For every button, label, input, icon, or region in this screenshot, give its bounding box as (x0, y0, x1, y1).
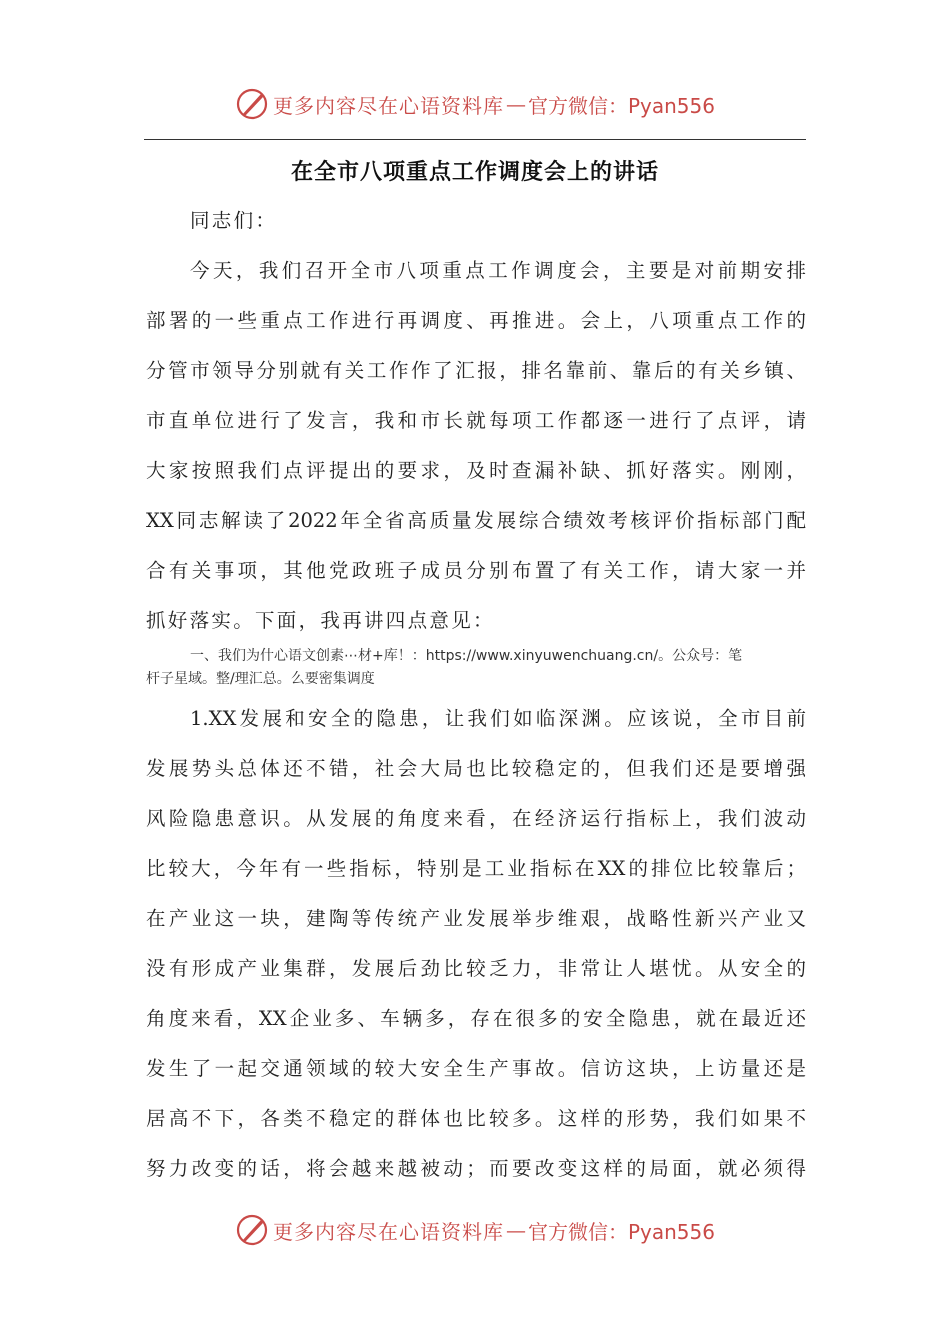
page-title: 在全市八项重点工作调度会上的讲话 (290, 160, 659, 185)
para1-line: 抓好落实。下面，我再讲四点意见： (146, 609, 495, 632)
watermark-line: 杆子星域。整/理汇总。么要密集调度 (146, 671, 375, 687)
quill-logo-icon (235, 87, 269, 121)
para2-line: 没有形成产业集群，发展后劲比较乏力，非常让人堪忧。从安全的 (146, 957, 806, 980)
para2-line: 居高不下，各类不稳定的群体也比较多。这样的形势，我们如果不 (146, 1107, 806, 1130)
footer-banner (0, 1210, 950, 1250)
watermark-line: 一、我们为什心语文创素⋯材+库！：https://www.xinyuwenchuang.cn/。公众号：笔 (190, 648, 743, 664)
header-rule (144, 139, 806, 140)
para1-line: 市直单位进行了发言，我和市长就每项工作都逐一进行了点评，请 (146, 409, 806, 432)
para2-line: 1.XX发展和安全的隐患，让我们如临深渊。应该说，全市目前 (190, 707, 806, 730)
banner-text: 更多内容尽在心语资料库 (272, 93, 504, 118)
para1-line: 大家按照我们点评提出的要求，及时查漏补缺、抓好落实。刚刚， (146, 459, 806, 482)
para2-line: 角度来看，XX企业多、车辆多，存在很多的安全隐患，就在最近还 (146, 1007, 806, 1030)
para2-line: 发生了一起交通领域的较大安全生产事故。信访这块，上访量还是 (146, 1057, 806, 1080)
banner-wechat: 官方微信：Pyan556 (527, 1219, 715, 1244)
para2-line: 风险隐患意识。从发展的角度来看，在经济运行指标上，我们波动 (146, 807, 806, 830)
header-banner (0, 84, 950, 124)
banner-dash: — (505, 1218, 526, 1242)
banner-wechat: 官方微信：Pyan556 (527, 93, 715, 118)
para1-line: 分管市领导分别就有关工作作了汇报，排名靠前、靠后的有关乡镇、 (146, 359, 806, 382)
banner-dash: — (505, 92, 526, 116)
para2-line: 在产业这一块，建陶等传统产业发展举步维艰，战略性新兴产业又 (146, 907, 806, 930)
para1-line: 今天，我们召开全市八项重点工作调度会，主要是对前期安排 (190, 259, 806, 282)
salutation: 同志们： (190, 209, 278, 232)
para2-line: 努力改变的话，将会越来越被动；而要改变这样的局面，就必须得 (146, 1157, 806, 1180)
para2-line: 发展势头总体还不错，社会大局也比较稳定的，但我们还是要增强 (146, 757, 806, 780)
para1-line: XX同志解读了2022年全省高质量发展综合绩效考核评价指标部门配 (146, 509, 806, 532)
para2-line: 比较大，今年有一些指标，特别是工业指标在XX的排位比较靠后； (146, 857, 806, 880)
quill-logo-icon (235, 1213, 269, 1247)
banner-text: 更多内容尽在心语资料库 (272, 1219, 504, 1244)
para1-line: 部署的一些重点工作进行再调度、再推进。会上，八项重点工作的 (146, 309, 806, 332)
para1-line: 合有关事项，其他党政班子成员分别布置了有关工作，请大家一并 (146, 559, 806, 582)
